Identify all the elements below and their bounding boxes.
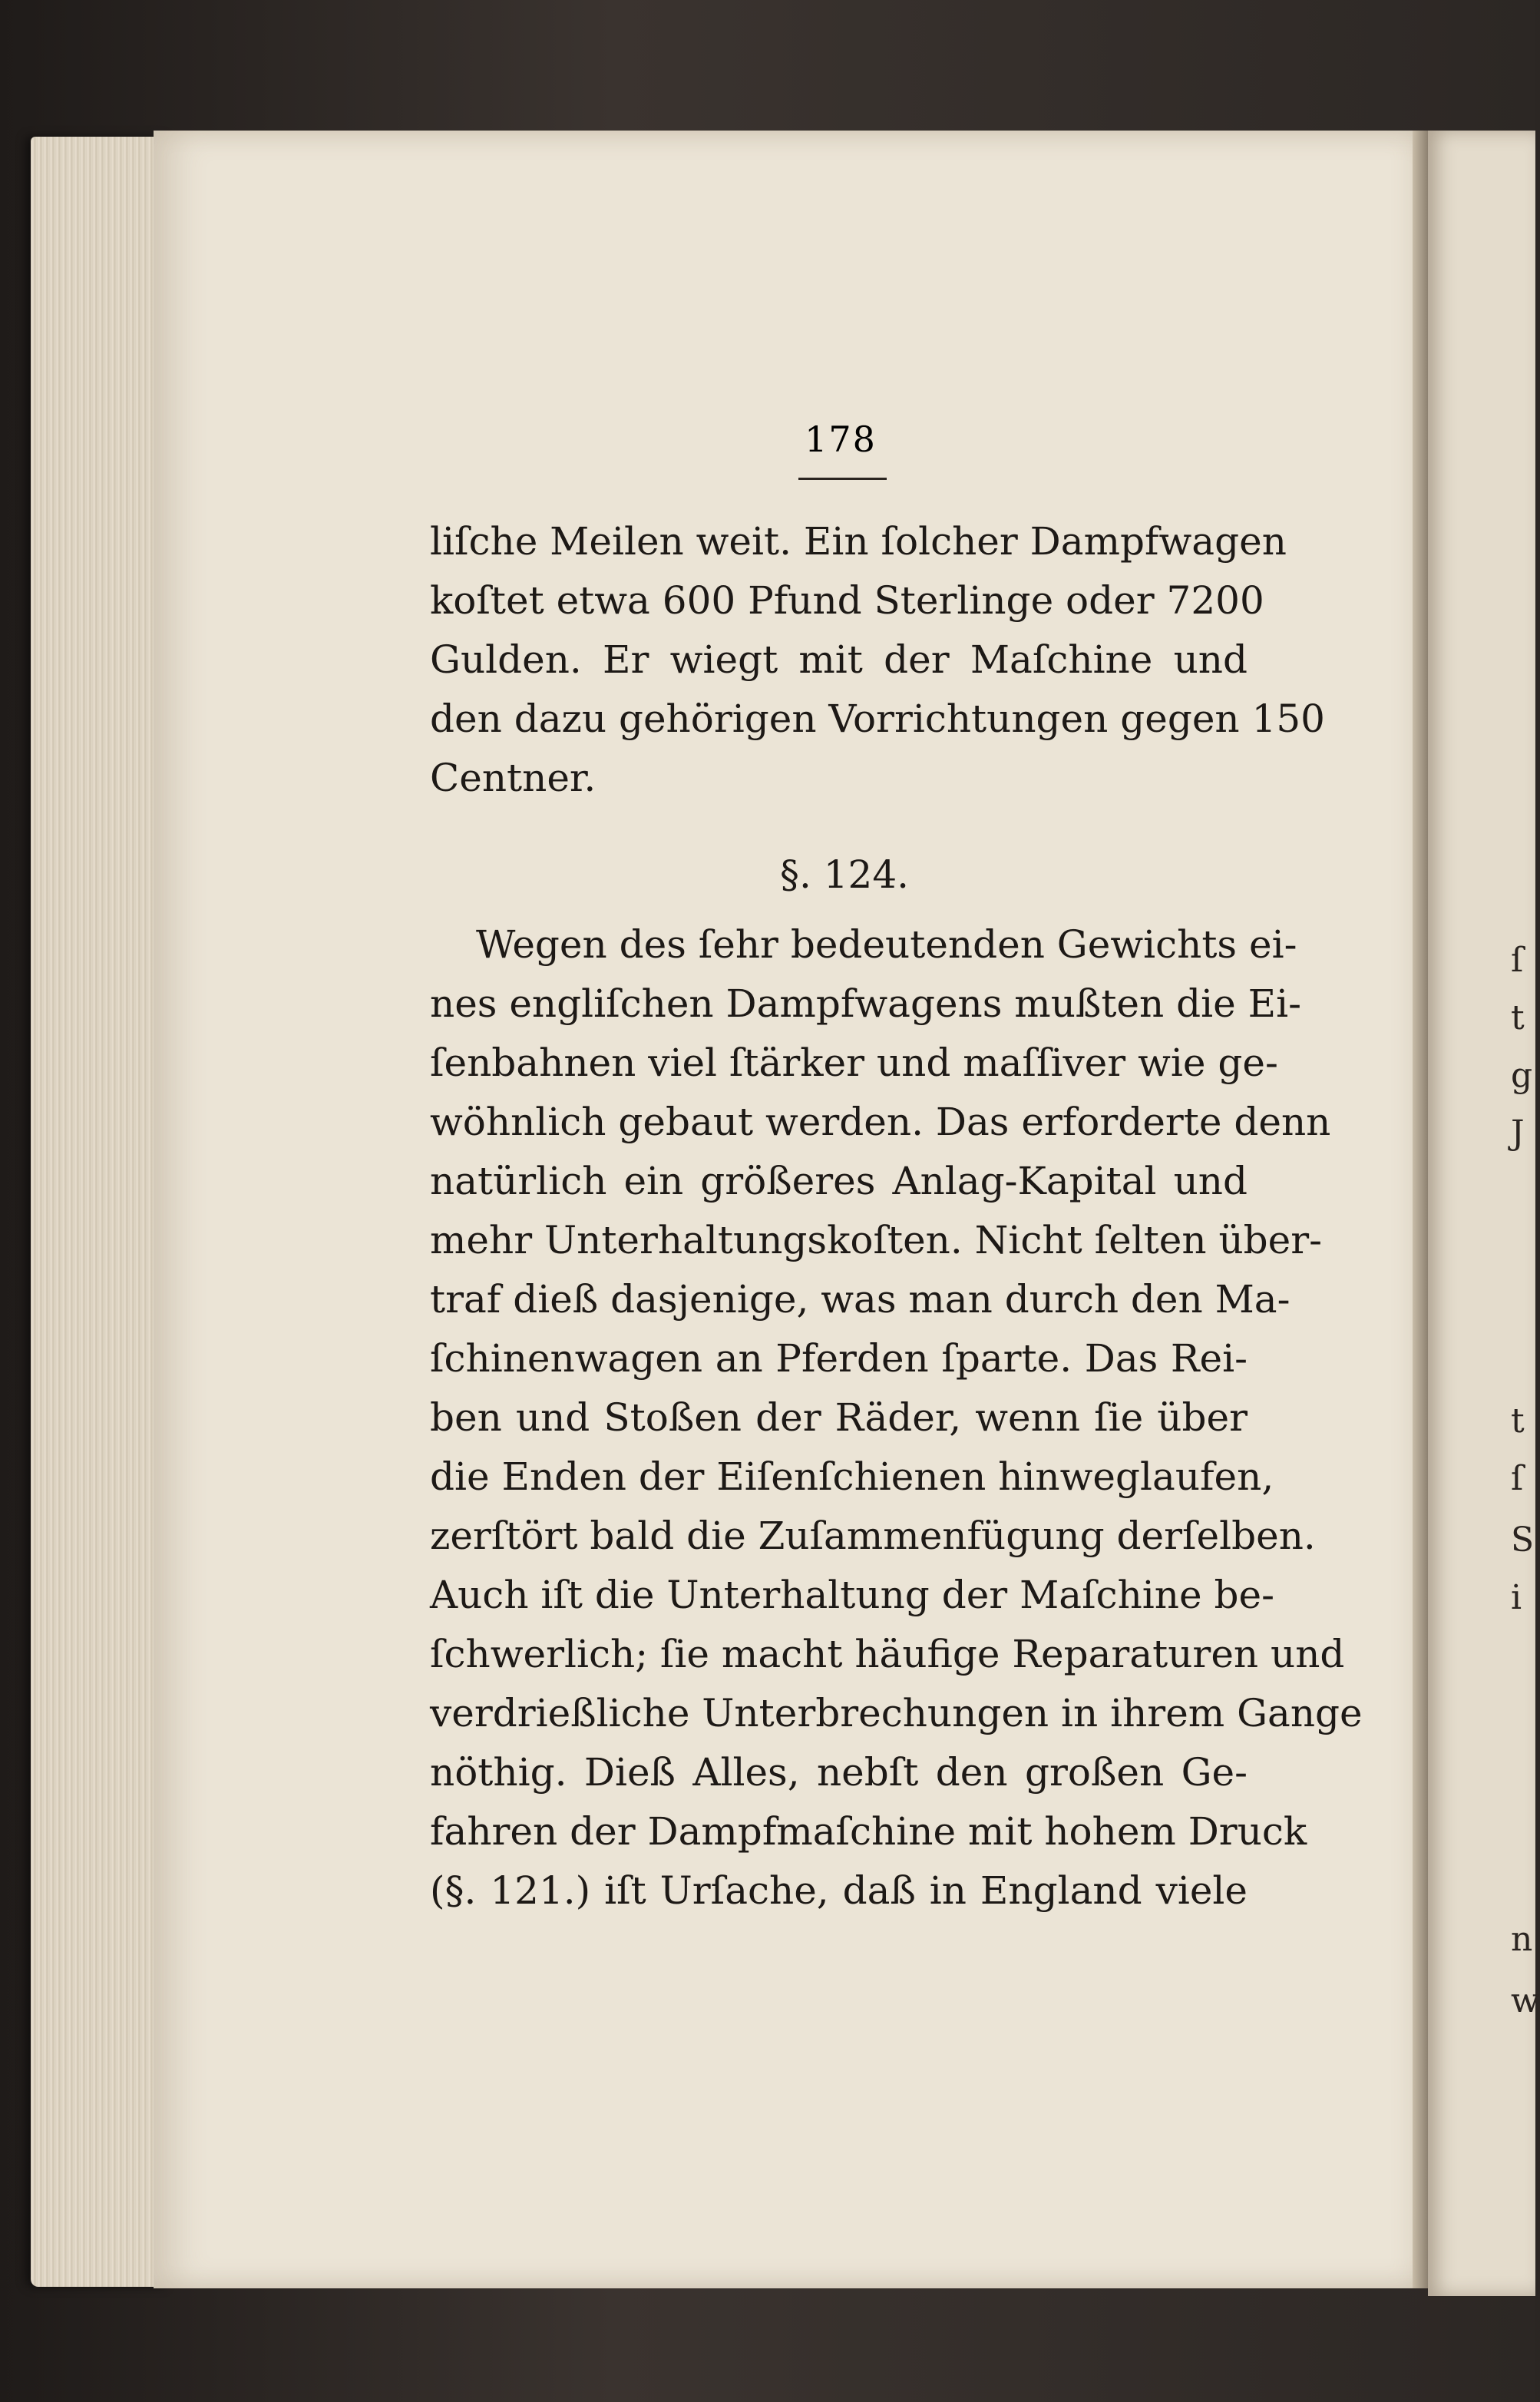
facing-page-fragment: n bbox=[1511, 1920, 1533, 1959]
text-line: nes engliſchen Dampfwagens mußten die Ei- bbox=[430, 981, 1301, 1026]
facing-page-fragment: ſ bbox=[1511, 941, 1524, 980]
book-page-edges bbox=[31, 137, 169, 2287]
facing-page-fragment: ſ bbox=[1511, 1459, 1524, 1498]
facing-page-edge bbox=[1428, 131, 1540, 2296]
book-page bbox=[154, 131, 1420, 2288]
text-line: Gulden. Er wiegt mit der Maſchine und bbox=[430, 637, 1248, 682]
text-line: fahren der Dampfmaſchine mit hohem Druck bbox=[430, 1809, 1307, 1854]
facing-page-fragment: t bbox=[1511, 998, 1525, 1037]
text-line: zerſtört bald die Zuſammenfügung derſelben. bbox=[430, 1514, 1316, 1558]
header-rule bbox=[798, 478, 887, 480]
text-line: den dazu gehörigen Vorrichtungen gegen 150 bbox=[430, 696, 1325, 741]
text-line: ſchinenwagen an Pferden ſparte. Das Rei- bbox=[430, 1336, 1248, 1381]
text-line: liſche Meilen weit. Ein ſolcher Dampfwagen bbox=[430, 519, 1287, 564]
text-line: die Enden der Eiſenſchienen hinweglaufen, bbox=[430, 1454, 1274, 1499]
facing-page-fragment: J bbox=[1511, 1113, 1525, 1153]
facing-page-fragment: t bbox=[1511, 1401, 1525, 1441]
text-line: (§. 121.) iſt Urſache, daß in England viele bbox=[430, 1868, 1248, 1913]
page-number: 178 bbox=[805, 419, 877, 460]
text-line: verdrießliche Unterbrechungen in ihrem Gange bbox=[430, 1691, 1363, 1735]
facing-page-fragment: w bbox=[1511, 1981, 1540, 2020]
facing-page-fragment: i bbox=[1511, 1578, 1522, 1617]
text-line: natürlich ein größeres Anlag-Kapital und bbox=[430, 1159, 1248, 1203]
text-line: koſtet etwa 600 Pfund Sterlinge oder 7200 bbox=[430, 578, 1264, 623]
text-line: nöthig. Dieß Alles, nebſt den großen Ge- bbox=[430, 1750, 1248, 1795]
text-line: Auch iſt die Unterhaltung der Maſchine be- bbox=[430, 1573, 1274, 1617]
text-line: Wegen des ſehr bedeutenden Gewichts ei- bbox=[476, 922, 1297, 967]
text-line: ſchwerlich; ſie macht häufige Reparaturen und bbox=[430, 1632, 1345, 1676]
text-line: Centner. bbox=[430, 756, 597, 800]
book-gutter bbox=[1413, 131, 1428, 2288]
facing-page-fragment: S bbox=[1511, 1520, 1535, 1560]
text-line: mehr Unterhaltungskoſten. Nicht ſelten über- bbox=[430, 1218, 1323, 1262]
text-line: wöhnlich gebaut werden. Das erforderte denn bbox=[430, 1100, 1331, 1144]
text-line: ben und Stoßen der Räder, wenn ſie über bbox=[430, 1395, 1248, 1440]
facing-page-fragment: g bbox=[1511, 1056, 1533, 1095]
text-line: traf dieß dasjenige, was man durch den Ma- bbox=[430, 1277, 1290, 1322]
text-line: ſenbahnen viel ſtärker und maſſiver wie ge- bbox=[430, 1041, 1278, 1085]
section-heading: §. 124. bbox=[779, 852, 910, 897]
